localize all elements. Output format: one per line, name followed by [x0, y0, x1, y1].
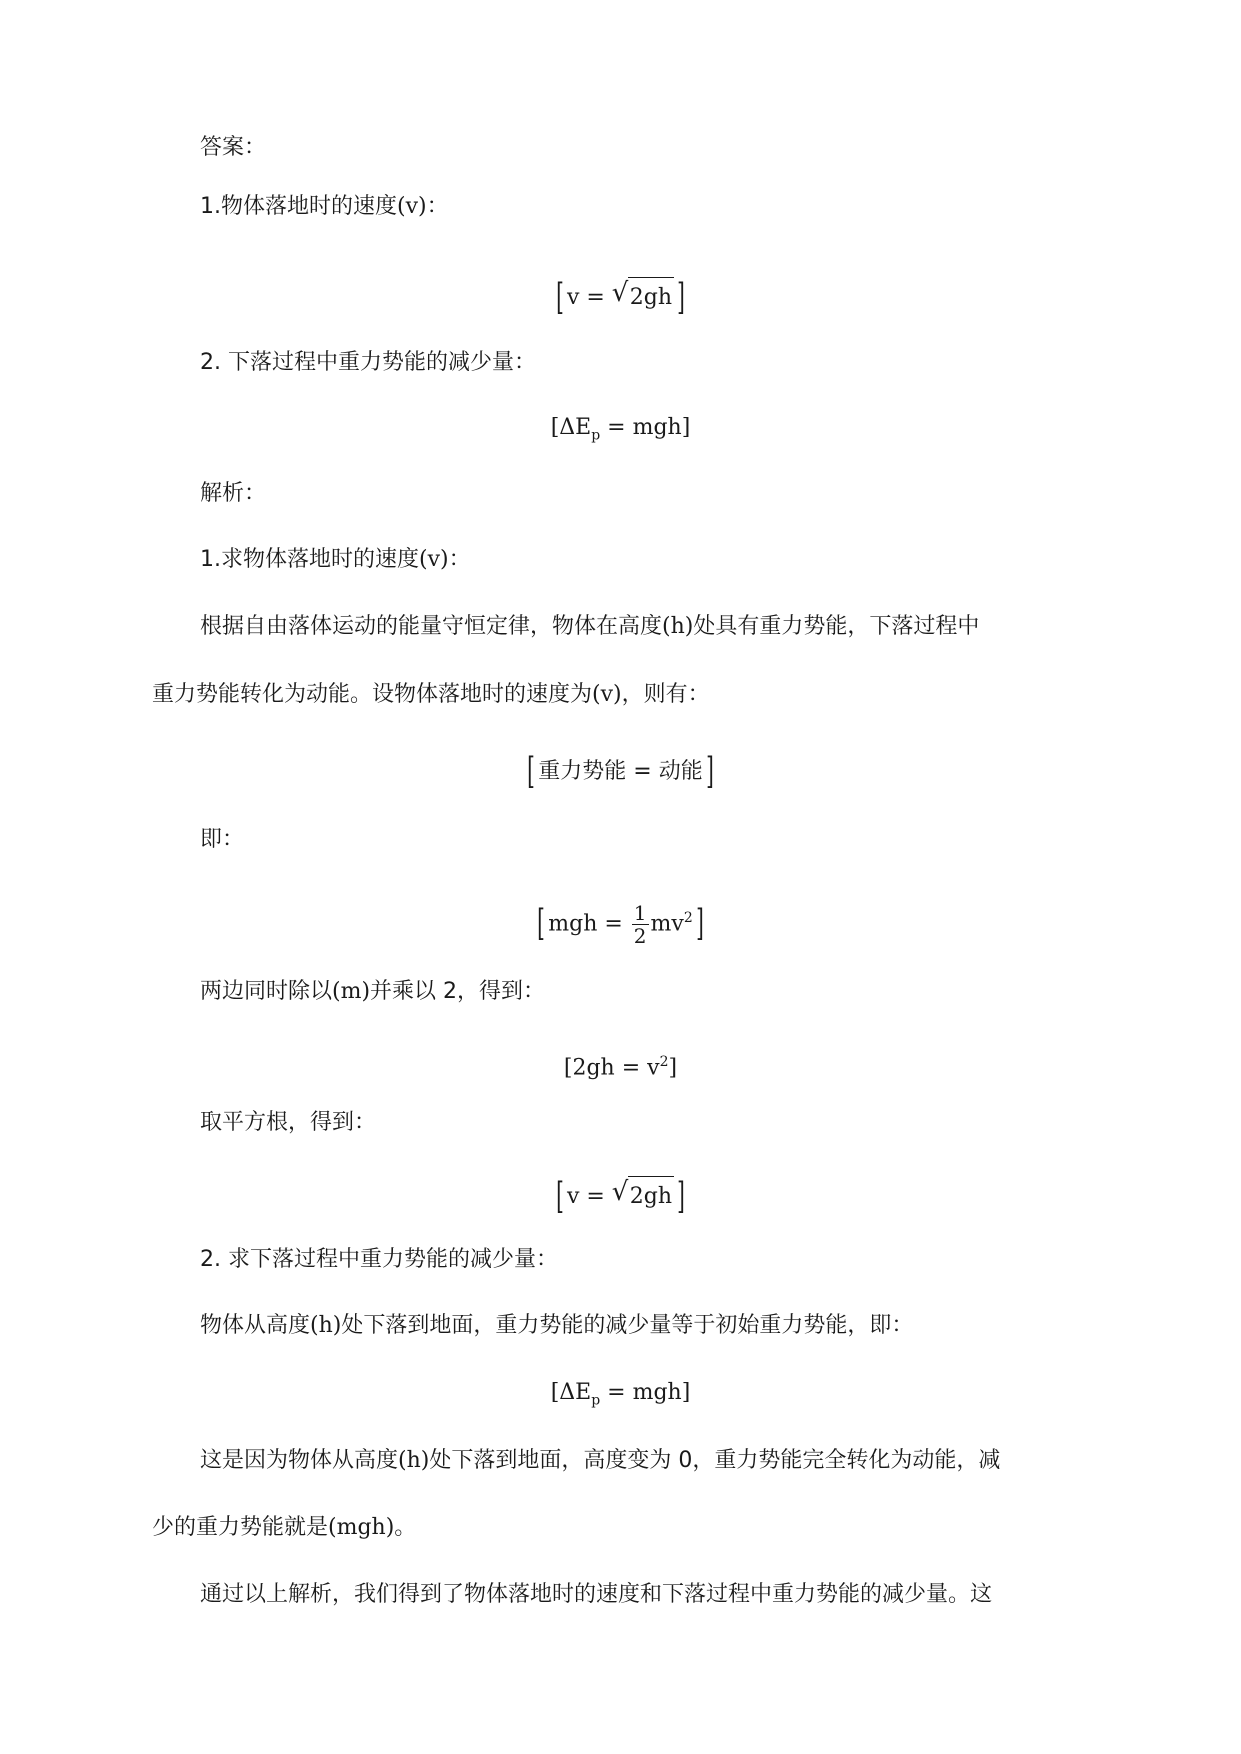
p1-text-b: 处具有重力势能，下落过程中 [693, 614, 980, 639]
formula-2gh [0, 1042, 1241, 1088]
p6-var-h: (h) [398, 1448, 430, 1473]
paragraph-6-line-1 [200, 1446, 1000, 1476]
formula-potential-energy [0, 408, 1241, 455]
paragraph-5 [200, 1311, 913, 1341]
answer-item-2-text: 2. 下落过程中重力势能的减少量： [200, 350, 536, 375]
formula-pe-rest: = mgh] [600, 415, 691, 440]
paragraph-7 [200, 1580, 992, 1610]
p8-text: 通过以上解析，我们得到了物体落地时的速度和下落过程中重力势能的减少量。这 [200, 1582, 993, 1607]
p1-var-h: (h) [662, 614, 694, 639]
formula-pe-result-subscript: p [591, 1392, 601, 1409]
bracket-open: [ [556, 277, 564, 318]
p1-text-a: 根据自由落体运动的能量守恒定律，物体在高度 [200, 614, 663, 639]
p7-var-mgh: (mgh) [328, 1515, 395, 1540]
formula-2gh-text: [2gh = v [563, 1055, 660, 1081]
p2-text-b: ，则有： [621, 682, 710, 707]
p3-text-a: 两边同时除以 [200, 979, 333, 1004]
formula-velocity-result [0, 1176, 1241, 1217]
formula-velocity-lhs: v = [566, 285, 612, 310]
fraction-denominator: 2 [633, 923, 647, 948]
bracket-open: [ [537, 903, 546, 945]
bracket-close: ] [705, 751, 714, 792]
paragraph-1-line-2 [152, 680, 710, 710]
analysis-item-1-var: (v) [419, 547, 449, 572]
answer-item-1 [200, 192, 449, 222]
analysis-item-2 [200, 1245, 558, 1275]
answer-item-1-colon: ： [426, 194, 449, 219]
p2-text-a: 重力势能转化为动能。设物体落地时的速度为 [152, 682, 593, 707]
p7-text-a: 少的重力势能就是 [152, 1515, 329, 1540]
paragraph-3 [200, 977, 545, 1007]
formula-mgh-lhs: mgh = [548, 911, 630, 937]
p5-var-h: (h) [310, 1313, 342, 1338]
analysis-heading-text: 解析： [200, 481, 267, 506]
ji-line [200, 825, 244, 855]
analysis-item-1 [200, 545, 471, 575]
bracket-close: ] [677, 277, 685, 318]
analysis-item-2-text: 2. 求下落过程中重力势能的减少量： [200, 1247, 558, 1272]
formula-pe-subscript: p [591, 427, 601, 444]
bracket-open: [ [556, 1176, 564, 1217]
formula-energy-conservation [0, 752, 1241, 792]
p5-text-a: 物体从高度 [200, 1313, 311, 1338]
paragraph-4 [200, 1108, 376, 1138]
formula-mgh-kinetic [0, 898, 1241, 947]
formula-energy-text: 重力势能 = 动能 [538, 759, 703, 784]
answer-item-1-text: 1.物体落地时的速度 [200, 194, 397, 219]
paragraph-6-line-2 [152, 1513, 416, 1543]
formula-2gh-close: ] [668, 1055, 678, 1081]
p6-text-b: 处下落到地面，高度变为 0，重力势能完全转化为动能，减 [429, 1448, 1001, 1473]
formula-pe-result-rest: = mgh] [600, 1380, 691, 1405]
formula-pe-result-text: [ΔE [550, 1380, 592, 1405]
paragraph-1-line-1 [200, 612, 979, 642]
sqrt-symbol [612, 277, 674, 318]
answer-heading-text: 答案： [200, 135, 267, 160]
p4-text: 取平方根，得到： [200, 1110, 377, 1135]
answer-heading [200, 133, 266, 163]
analysis-item-1-colon: ： [448, 547, 471, 572]
p2-var-v: (v) [592, 682, 622, 707]
p5-text-b: 处下落到地面，重力势能的减少量等于初始重力势能，即： [341, 1313, 914, 1338]
p7-text-b: 。 [394, 1515, 417, 1540]
formula-velocity-radicand: 2gh [628, 277, 674, 318]
formula-2gh-exponent: 2 [659, 1054, 669, 1070]
analysis-item-1-text: 1.求物体落地时的速度 [200, 547, 419, 572]
analysis-heading [200, 479, 266, 509]
p3-text-b: 并乘以 2，得到： [370, 979, 546, 1004]
p3-var-m: (m) [332, 979, 371, 1004]
p6-text-a: 这是因为物体从高度 [200, 1448, 399, 1473]
formula-mgh-exponent: 2 [683, 910, 693, 926]
answer-item-2 [200, 348, 536, 378]
formula-pe-text: [ΔE [550, 415, 592, 440]
answer-item-1-var: (v) [397, 194, 427, 219]
sqrt-symbol [612, 1176, 674, 1217]
ji-text: 即： [200, 827, 245, 852]
formula-potential-energy-result [0, 1373, 1241, 1420]
formula-velocity-result-lhs: v = [566, 1184, 612, 1209]
bracket-close: ] [677, 1176, 685, 1217]
fraction-half [632, 902, 649, 947]
bracket-open: [ [527, 751, 536, 792]
formula-velocity-result-radicand: 2gh [628, 1176, 674, 1217]
formula-velocity [0, 277, 1241, 318]
formula-mgh-rhs: mv [650, 911, 684, 937]
bracket-close: ] [695, 903, 704, 945]
fraction-numerator: 1 [633, 900, 647, 925]
